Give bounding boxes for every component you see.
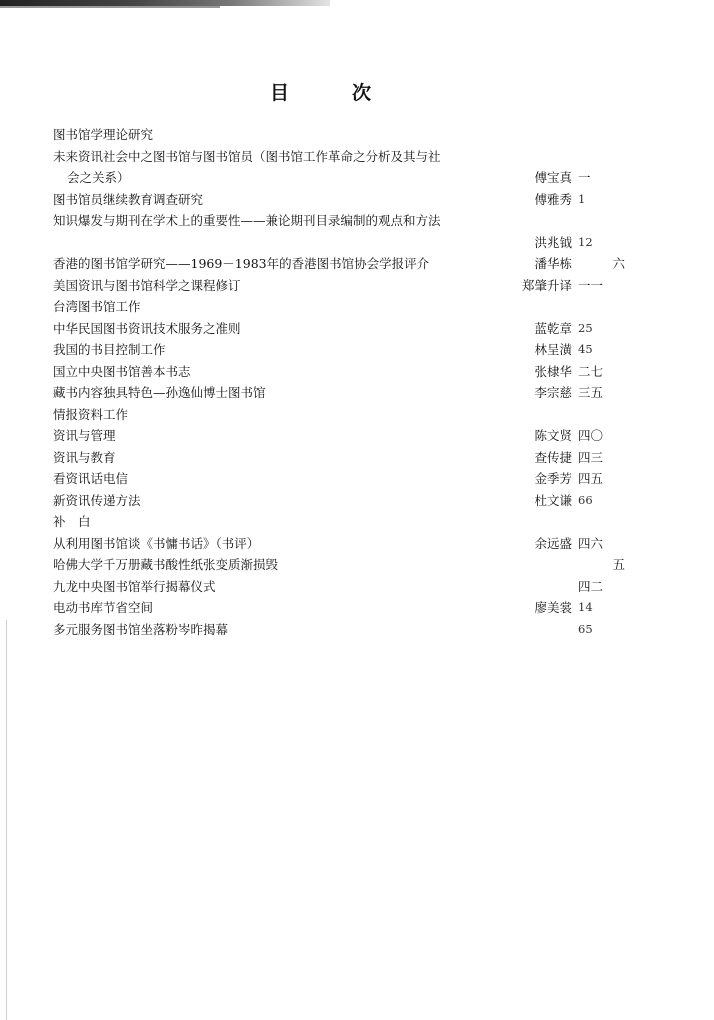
toc-entry bbox=[53, 167, 623, 189]
entry-page: 一一 bbox=[578, 277, 604, 293]
toc-section-heading bbox=[53, 511, 623, 533]
entry-title: 我国的书目控制工作 bbox=[53, 342, 166, 357]
entry-page: 25 bbox=[578, 320, 593, 335]
toc-section-heading bbox=[53, 404, 623, 426]
entry-title: 未来资讯社会中之图书馆与图书馆员（图书馆工作革命之分析及其与社 bbox=[53, 148, 441, 164]
entry-title: 图书馆员继续教育调查研究 bbox=[53, 191, 204, 207]
title-char-2: 次 bbox=[352, 82, 372, 104]
entry-title: 美国资讯与图书馆科学之课程修订 bbox=[53, 277, 241, 293]
toc-entry bbox=[53, 189, 623, 211]
entry-page: 二七 bbox=[578, 363, 604, 379]
entry-page: 65 bbox=[578, 621, 593, 636]
toc-section-heading bbox=[53, 296, 623, 318]
scan-artifact-top bbox=[0, 0, 330, 6]
toc-entry bbox=[53, 554, 623, 576]
entry-author: 林呈潢 bbox=[534, 342, 572, 357]
toc-section-heading bbox=[53, 124, 623, 146]
entry-page: 12 bbox=[578, 234, 593, 249]
entry-page: 66 bbox=[578, 492, 593, 507]
entry-title: 多元服务图书馆坐落粉岑昨揭幕 bbox=[53, 621, 229, 637]
entry-author: 廖美裳 bbox=[534, 600, 572, 615]
entry-author: 郑肇升译 bbox=[521, 277, 572, 293]
toc-entry bbox=[53, 232, 623, 254]
entry-title: 会之关系） bbox=[67, 170, 130, 185]
entry-title: 资讯与管理 bbox=[53, 428, 116, 443]
entry-author: 傅雅秀 bbox=[534, 191, 572, 207]
entry-author: 潘华栋 bbox=[534, 256, 572, 271]
toc-entry bbox=[53, 576, 623, 598]
section-title: 台湾图书馆工作 bbox=[53, 299, 141, 314]
entry-page: 四二 bbox=[578, 578, 604, 594]
entry-title: 资讯与教育 bbox=[53, 449, 116, 465]
entry-author: 张棣华 bbox=[534, 363, 572, 379]
entry-title: 从利用图书馆谈《书慵书话》（书评） bbox=[53, 535, 260, 551]
toc-entry bbox=[53, 146, 623, 168]
section-title: 图书馆学理论研究 bbox=[53, 127, 154, 142]
toc-entry bbox=[53, 382, 623, 404]
entry-title: 藏书内容独具特色—孙逸仙博士图书馆 bbox=[53, 385, 266, 400]
entry-title: 知识爆发与期刊在学术上的重要性——兼论期刊目录编制的观点和方法 bbox=[53, 213, 441, 228]
toc-entry bbox=[53, 597, 623, 619]
entry-title: 九龙中央图书馆举行揭幕仪式 bbox=[53, 578, 216, 594]
entry-page: 1 bbox=[578, 191, 586, 206]
entry-page: 四〇 bbox=[578, 428, 604, 443]
toc-entry bbox=[53, 490, 623, 512]
entry-author: 金季芳 bbox=[534, 471, 572, 486]
entry-page: 六 bbox=[612, 256, 625, 271]
entry-page: 一 bbox=[578, 170, 591, 185]
entry-title: 国立中央图书馆善本书志 bbox=[53, 363, 191, 379]
entry-author: 查传捷 bbox=[534, 449, 572, 465]
section-title: 补 白 bbox=[53, 514, 91, 529]
toc-entry bbox=[53, 425, 623, 447]
toc-entry bbox=[53, 361, 623, 383]
title-char-1: 目 bbox=[270, 82, 290, 104]
entry-title: 新资讯传递方法 bbox=[53, 492, 141, 508]
entry-page: 四三 bbox=[578, 449, 604, 465]
toc-entry bbox=[53, 253, 623, 275]
entry-author: 李宗慈 bbox=[534, 385, 572, 400]
table-of-contents bbox=[53, 124, 623, 640]
entry-page: 45 bbox=[578, 342, 593, 356]
toc-entry bbox=[53, 275, 623, 297]
toc-entry bbox=[53, 447, 623, 469]
entry-author: 洪兆钺 bbox=[534, 234, 572, 250]
toc-entry bbox=[53, 339, 623, 361]
toc-entry bbox=[53, 533, 623, 555]
entry-title: 看资讯话电信 bbox=[53, 471, 129, 486]
entry-page: 五 bbox=[612, 557, 625, 572]
entry-title: 电动书库节省空间 bbox=[53, 600, 154, 615]
toc-entry bbox=[53, 619, 623, 641]
toc-entry bbox=[53, 210, 623, 232]
scan-artifact-edge bbox=[6, 620, 7, 1020]
entry-author: 余远盛 bbox=[534, 535, 572, 551]
entry-title: 哈佛大学千万册藏书酸性纸张变质渐损毁 bbox=[53, 557, 279, 572]
toc-entry bbox=[53, 318, 623, 340]
entry-page: 三五 bbox=[578, 385, 604, 400]
entry-page: 四六 bbox=[578, 535, 604, 551]
entry-title: 中华民国图书资讯技术服务之准则 bbox=[53, 320, 241, 336]
section-title: 情报资料工作 bbox=[53, 406, 129, 422]
entry-author: 傅宝真 bbox=[534, 170, 572, 185]
entry-page: 14 bbox=[578, 600, 593, 614]
entry-page: 四五 bbox=[578, 471, 604, 486]
entry-author: 杜文谦 bbox=[534, 492, 572, 508]
toc-entry bbox=[53, 468, 623, 490]
entry-author: 蓝乾章 bbox=[534, 320, 572, 336]
entry-author: 陈文贤 bbox=[534, 428, 572, 443]
entry-title: 香港的图书馆学研究——1969－1983年的香港图书馆协会学报评介 bbox=[53, 256, 430, 271]
